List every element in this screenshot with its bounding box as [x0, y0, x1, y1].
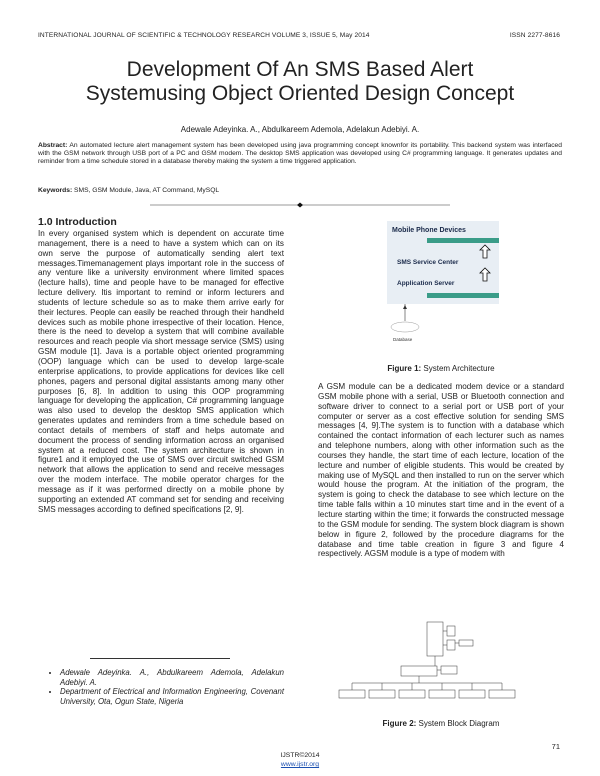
fig2-box-b2	[369, 690, 395, 698]
fig2-box-b1	[339, 690, 365, 698]
figure-1-caption-text: System Architecture	[421, 364, 495, 373]
fig2-box-b3	[399, 690, 425, 698]
fig1-bar-bottom	[427, 293, 499, 298]
footnote-rule	[90, 658, 230, 659]
figure-2-caption	[318, 719, 564, 728]
keywords-label: Keywords:	[38, 187, 73, 194]
footnote	[38, 668, 284, 706]
footnote-item-authors: • Adewale Adeyinka. A., Abdulkareem Ademola, Adelakun Adebiyi. A.	[60, 668, 284, 687]
fig1-bar-top	[427, 238, 499, 243]
journal-header: INTERNATIONAL JOURNAL OF SCIENTIFIC & TECHNOLOGY RESEARCH VOLUME 3, ISSUE 5, May 2014	[38, 32, 370, 39]
title-line-1: Development Of An SMS Based Alert	[126, 58, 474, 81]
fig2-box-b5	[459, 690, 485, 698]
section-heading: 1.0 Introduction	[38, 216, 117, 228]
fig1-mobile-label: Mobile Phone Devices	[392, 227, 466, 234]
intro-right-column: A GSM module can be a dedicated modem device or a standard GSM mobile phone with a serial, USB or Bluetooth connection and software driver to connect to a serial port or USB port of your computer or server as a cost effective solution for sending SMS messages [4, 9].The system is to function with a database which contained the contact information of each lecturer such as names and telephone numbers, along with other information such as the courses they handle, the start time of each lecture, location of the lecture and number of eligible students. This would be created by making use of MySQL and then installed to run on the server which would house the program. At the initiation of the program, the system is going to check the database to see which lecture on the time table falls within a 10 minutes start time and in the event of a lecture starting within the time; it forwards the constructed message to the GSM module for sending. The system block diagram is shown below in figure 2, followed by the procedure diagrams for the database and time table creation in figure 3 and figure 4 respectively. AGSM module is a type of modem with	[318, 382, 564, 559]
title-line-2: Systemusing Object Oriented Design Concept	[85, 82, 515, 105]
figure-1-caption	[318, 364, 564, 373]
fig1-arrow-tip-icon	[403, 305, 407, 309]
fig2-box-b6	[489, 690, 515, 698]
figure-1-caption-label: Figure 1:	[387, 364, 422, 373]
footnote-item-affiliation: • Department of Electrical and Information Engineering, Covenant University, Ota, Ogun State, Nigeria	[60, 687, 284, 706]
figure-1-system-architecture	[387, 221, 499, 353]
footer-code: IJSTR©2014	[280, 752, 320, 759]
fig2-box-top	[427, 622, 443, 656]
section-separator	[0, 202, 600, 208]
paper-title	[40, 58, 560, 106]
fig2-box-center	[401, 666, 437, 676]
page-number: 71	[551, 742, 560, 751]
fig1-db-label: Database	[393, 337, 413, 342]
figure-2-block-diagram	[337, 620, 517, 702]
fig1-app-label: Application Server	[397, 280, 455, 287]
figure-2-caption-label: Figure 2:	[382, 719, 417, 728]
issn: ISSN 2277-8616	[509, 32, 560, 39]
fig2-box-small-1	[447, 626, 455, 636]
keywords	[38, 187, 562, 194]
abstract-label: Abstract:	[38, 142, 68, 149]
intro-left-column: In every organised system which is dependent on accurate time management, there is a need to have a system which can on its own serve the purpose of automatically sending alert text messages.Timemanagement plays important role in the success of any venture like a university environment where limited spaces (lecture halls), time and people have to be managed for effective lecture delivery. Itis important to remind or inform lecturers and students of lecture schedule so as to make them arrive early for their lectures. People can easily be reached through their handheld devices such as mobile phone irrespective of their location. Hence, there is the need to develop a system that will combine available resources and reach people via short message service (SMS) using GSM module [1]. Java is a portable object oriented programming (OOP) language which can be used to develop large-scale enterprise applications, to provide applications for devices like cell phones, pagers and personal digital assistants among many other purposes [6, 8]. In addition to using this OOP programming language for developing the application, C# programming language was also used to develop the desktop SMS application which generates updates and reminders from a time schedule based on contact details of members of staff and helps automate and document the process of sending information across an organised system at a reduced cost. The system architecture is shown in figure1 and it employed the use of SMS over circuit switched GSM network that allows the application to send and receive messages over the modem interface. The mobile operator charges for the message as if it was performed directly on a mobile phone by supporting an extended AT command set for sending and receiving SMS messages according to defined specifications [2, 9].	[38, 229, 284, 514]
fig2-box-b4	[429, 690, 455, 698]
keywords-text: SMS, GSM Module, Java, AT Command, MySQL	[72, 187, 220, 194]
fig2-box-right	[441, 666, 457, 674]
fig2-box-small-3	[459, 640, 473, 646]
figure-2-caption-text: System Block Diagram	[416, 719, 500, 728]
fig2-box-small-2	[447, 640, 455, 650]
footer-url-link[interactable]: www.ijstr.org	[280, 761, 320, 768]
abstract-text: An automated lecture alert management system has been developed using java programming concept knownfor its portability. This backend system was interfaced with the GSM network through USB port of a PC and GSM modem. The desktop SMS application was developed using C# programming language. It generates updates and reminder from a time schedule stored in a database thereby making the system a time triggered application.	[38, 142, 562, 166]
authors: Adewale Adeyinka. A., Abdulkareem Ademola, Adelakun Adebiyi. A.	[180, 125, 420, 134]
fig1-database-icon	[391, 322, 419, 332]
abstract	[38, 142, 562, 167]
fig1-sms-label: SMS Service Center	[397, 259, 459, 266]
